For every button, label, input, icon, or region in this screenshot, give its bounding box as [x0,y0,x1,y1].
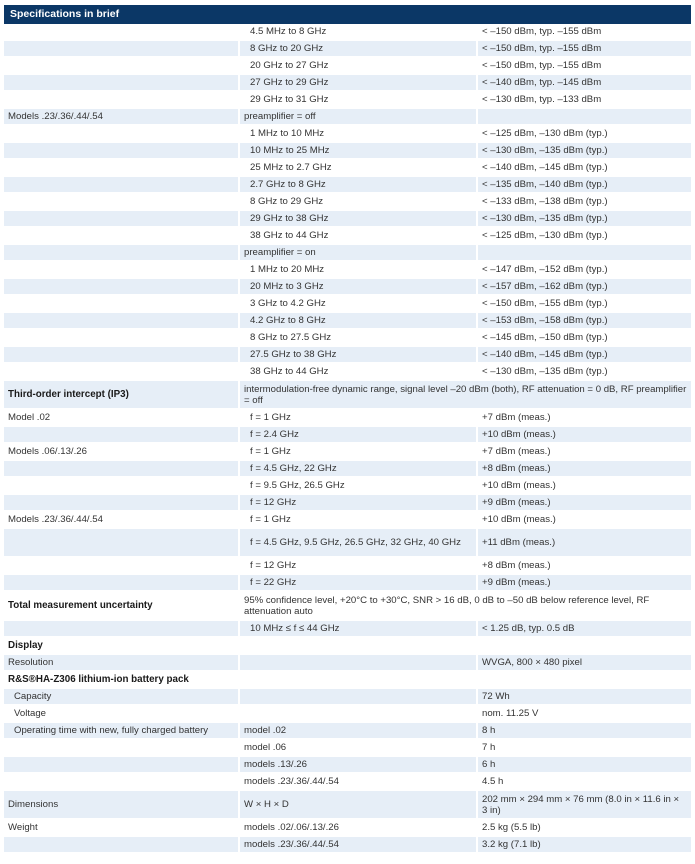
table-row [4,177,691,194]
condition-cell: 2.7 GHz to 8 GHz [238,177,476,194]
table-row [4,495,691,512]
parameter-cell: Models .23/.36/.44/.54 [4,512,238,529]
table-row [4,723,691,740]
condition-cell: 10 MHz to 25 MHz [238,143,476,160]
condition-cell: model .06 [238,740,476,757]
table-row [4,58,691,75]
parameter-cell [4,143,238,160]
table-row [4,478,691,495]
parameter-cell [4,75,238,92]
condition-cell: f = 1 GHz [238,444,476,461]
value-cell: +11 dBm (meas.) [476,529,691,558]
parameter-cell [4,757,238,774]
condition-cell: f = 4.5 GHz, 22 GHz [238,461,476,478]
table-row [4,444,691,461]
parameter-cell: Model .02 [4,410,238,427]
condition-cell: 38 GHz to 44 GHz [238,228,476,245]
table-row [4,313,691,330]
parameter-cell: Models .06/.13/.26 [4,444,238,461]
parameter-cell [4,461,238,478]
table-row [4,364,691,381]
value-cell: +7 dBm (meas.) [476,444,691,461]
value-cell: WVGA, 800 × 480 pixel [476,655,691,672]
value-cell: +9 dBm (meas.) [476,495,691,512]
parameter-cell [4,575,238,592]
table-row [4,330,691,347]
parameter-cell [4,262,238,279]
value-cell: 2.5 kg (5.5 lb) [476,820,691,837]
condition-cell: 20 GHz to 27 GHz [238,58,476,75]
parameter-cell [4,41,238,58]
value-cell: < –135 dBm, –140 dBm (typ.) [476,177,691,194]
condition-cell: 4.5 MHz to 8 GHz [238,24,476,41]
table-row [4,262,691,279]
table-row [4,347,691,364]
parameter-cell [4,92,238,109]
parameter-cell: Dimensions [4,791,238,820]
value-cell: 3.2 kg (7.1 lb) [476,837,691,854]
table-row [4,461,691,478]
table-row [4,529,691,558]
value-cell: 8 h [476,723,691,740]
value-cell: 6 h [476,757,691,774]
condition-cell: f = 2.4 GHz [238,427,476,444]
condition-cell [238,655,476,672]
condition-cell: 4.2 GHz to 8 GHz [238,313,476,330]
parameter-cell: Models .23/.36/.44/.54 [4,109,238,126]
value-cell: < –130 dBm, –135 dBm (typ.) [476,211,691,228]
table-row [4,558,691,575]
condition-cell: 27 GHz to 29 GHz [238,75,476,92]
table-row [4,381,691,410]
condition-cell: 25 MHz to 2.7 GHz [238,160,476,177]
parameter-cell [4,330,238,347]
spec-page [0,5,695,854]
condition-cell [238,638,476,655]
parameter-cell: Capacity [4,689,238,706]
table-row [4,194,691,211]
condition-cell: 1 MHz to 10 MHz [238,126,476,143]
value-cell: < –125 dBm, –130 dBm (typ.) [476,126,691,143]
condition-cell: 20 MHz to 3 GHz [238,279,476,296]
condition-cell [238,672,476,689]
value-cell: < –150 dBm, typ. –155 dBm [476,58,691,75]
section-heading: R&S®HA-Z306 lithium-ion battery pack [4,672,238,689]
value-cell: nom. 11.25 V [476,706,691,723]
table-row [4,706,691,723]
condition-cell: models .13/.26 [238,757,476,774]
condition-cell: models .23/.36/.44/.54 [238,774,476,791]
table-row [4,837,691,854]
condition-cell: 29 GHz to 31 GHz [238,92,476,109]
table-row [4,638,691,655]
parameter-cell: Resolution [4,655,238,672]
table-row [4,160,691,177]
parameter-cell [4,160,238,177]
table-row [4,109,691,126]
condition-cell: 95% confidence level, +20°C to +30°C, SNR > 16 dB, 0 dB to –50 dB below reference level, RF attenuation auto [238,592,691,621]
value-cell: < –157 dBm, –162 dBm (typ.) [476,279,691,296]
value-cell: < –153 dBm, –158 dBm (typ.) [476,313,691,330]
parameter-cell [4,58,238,75]
value-cell: < –125 dBm, –130 dBm (typ.) [476,228,691,245]
table-row [4,211,691,228]
table-row [4,672,691,689]
condition-cell [238,689,476,706]
section-heading: Third-order intercept (IP3) [4,381,238,410]
parameter-cell [4,279,238,296]
parameter-cell [4,24,238,41]
value-cell: +9 dBm (meas.) [476,575,691,592]
table-row [4,245,691,262]
table-row [4,427,691,444]
parameter-cell [4,126,238,143]
condition-cell: 38 GHz to 44 GHz [238,364,476,381]
table-row [4,592,691,621]
value-cell [476,638,691,655]
condition-cell: f = 1 GHz [238,512,476,529]
value-cell: < –130 dBm, typ. –133 dBm [476,92,691,109]
value-cell: < –145 dBm, –150 dBm (typ.) [476,330,691,347]
parameter-cell [4,245,238,262]
value-cell: +7 dBm (meas.) [476,410,691,427]
table-row [4,774,691,791]
condition-cell: f = 4.5 GHz, 9.5 GHz, 26.5 GHz, 32 GHz, 40 GHz [238,529,476,558]
value-cell: < –150 dBm, typ. –155 dBm [476,24,691,41]
parameter-cell: Weight [4,820,238,837]
parameter-cell: Operating time with new, fully charged battery [4,723,238,740]
table-row [4,410,691,427]
section-title: Specifications in brief [4,5,691,24]
condition-cell: 10 MHz ≤ f ≤ 44 GHz [238,621,476,638]
value-cell: < –150 dBm, –155 dBm (typ.) [476,296,691,313]
section-heading: Total measurement uncertainty [4,592,238,621]
table-row [4,575,691,592]
table-row [4,689,691,706]
table-row [4,92,691,109]
condition-cell: f = 12 GHz [238,558,476,575]
condition-cell: 3 GHz to 4.2 GHz [238,296,476,313]
value-cell: 4.5 h [476,774,691,791]
table-row [4,621,691,638]
table-row [4,296,691,313]
parameter-cell [4,740,238,757]
condition-cell: model .02 [238,723,476,740]
value-cell: 7 h [476,740,691,757]
value-cell: < –140 dBm, –145 dBm (typ.) [476,347,691,364]
table-row [4,740,691,757]
table-row [4,655,691,672]
condition-cell: models .02/.06/.13/.26 [238,820,476,837]
parameter-cell [4,228,238,245]
value-cell: < –130 dBm, –135 dBm (typ.) [476,364,691,381]
condition-cell: f = 1 GHz [238,410,476,427]
parameter-cell [4,211,238,228]
table-row [4,143,691,160]
value-cell [476,672,691,689]
condition-cell: W × H × D [238,791,476,820]
parameter-cell [4,177,238,194]
parameter-cell [4,364,238,381]
value-cell: +10 dBm (meas.) [476,478,691,495]
condition-cell: models .23/.36/.44/.54 [238,837,476,854]
value-cell: 202 mm × 294 mm × 76 mm (8.0 in × 11.6 in × 3 in) [476,791,691,820]
table-row [4,279,691,296]
table-row [4,512,691,529]
condition-cell: f = 9.5 GHz, 26.5 GHz [238,478,476,495]
parameter-cell [4,347,238,364]
condition-cell: preamplifier = off [238,109,476,126]
value-cell: < –150 dBm, typ. –155 dBm [476,41,691,58]
table-row [4,791,691,820]
parameter-cell [4,495,238,512]
parameter-cell [4,478,238,495]
parameter-cell [4,621,238,638]
table-row [4,41,691,58]
parameter-cell: Voltage [4,706,238,723]
value-cell: < 1.25 dB, typ. 0.5 dB [476,621,691,638]
value-cell: +8 dBm (meas.) [476,461,691,478]
table-row [4,24,691,41]
condition-cell: 8 GHz to 27.5 GHz [238,330,476,347]
value-cell: < –133 dBm, –138 dBm (typ.) [476,194,691,211]
value-cell: +8 dBm (meas.) [476,558,691,575]
condition-cell: 1 MHz to 20 MHz [238,262,476,279]
spec-table [4,24,691,854]
table-row [4,228,691,245]
table-row [4,75,691,92]
table-row [4,126,691,143]
condition-cell: 29 GHz to 38 GHz [238,211,476,228]
value-cell: 72 Wh [476,689,691,706]
parameter-cell [4,313,238,330]
value-cell [476,109,691,126]
section-heading: Display [4,638,238,655]
parameter-cell [4,194,238,211]
parameter-cell [4,296,238,313]
condition-cell: preamplifier = on [238,245,476,262]
parameter-cell [4,774,238,791]
parameter-cell [4,529,238,558]
value-cell: < –147 dBm, –152 dBm (typ.) [476,262,691,279]
condition-cell: f = 12 GHz [238,495,476,512]
value-cell: < –140 dBm, typ. –145 dBm [476,75,691,92]
condition-cell: 27.5 GHz to 38 GHz [238,347,476,364]
value-cell: < –140 dBm, –145 dBm (typ.) [476,160,691,177]
value-cell [476,245,691,262]
condition-cell: intermodulation-free dynamic range, signal level –20 dBm (both), RF attenuation = 0 dB, RF preamplifier = off [238,381,691,410]
condition-cell: 8 GHz to 29 GHz [238,194,476,211]
parameter-cell [4,837,238,854]
value-cell: < –130 dBm, –135 dBm (typ.) [476,143,691,160]
value-cell: +10 dBm (meas.) [476,427,691,444]
value-cell: +10 dBm (meas.) [476,512,691,529]
table-row [4,820,691,837]
condition-cell: 8 GHz to 20 GHz [238,41,476,58]
condition-cell: f = 22 GHz [238,575,476,592]
condition-cell [238,706,476,723]
parameter-cell [4,558,238,575]
table-row [4,757,691,774]
parameter-cell [4,427,238,444]
